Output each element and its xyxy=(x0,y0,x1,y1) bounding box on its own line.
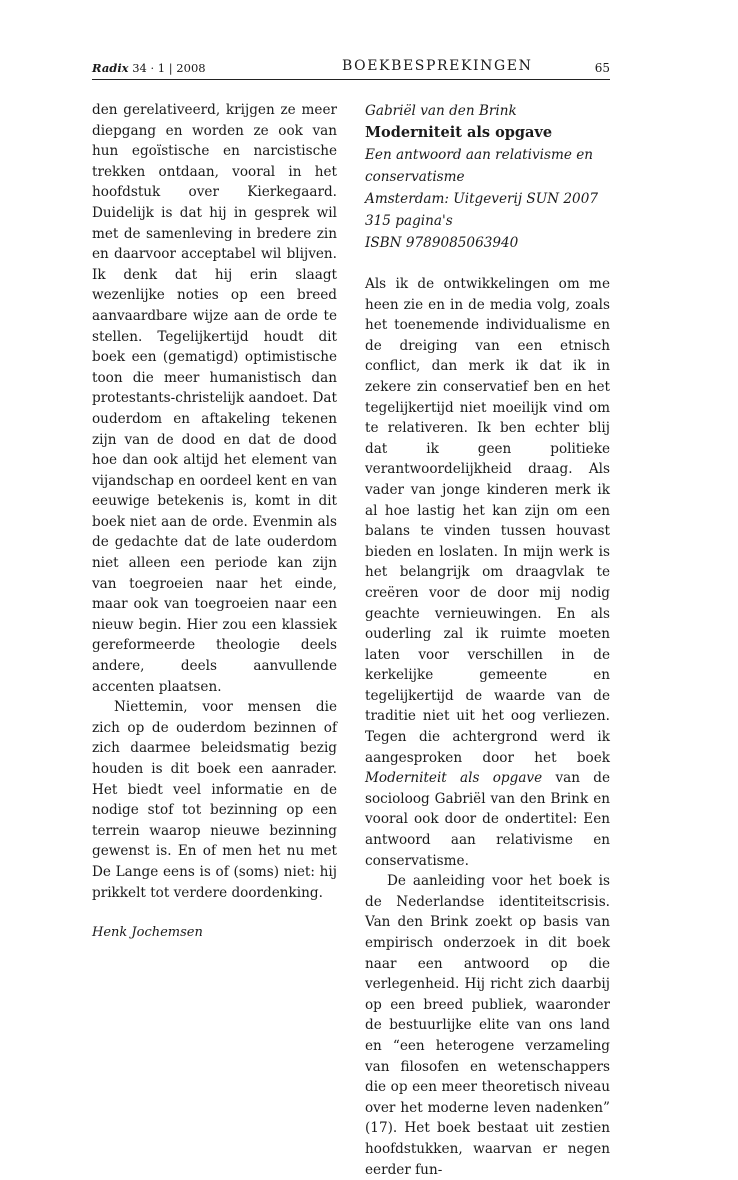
book-title: Moderniteit als opgave xyxy=(365,124,553,141)
journal-issue: 34 · 1 | 2008 xyxy=(132,61,206,75)
book-publisher: Amsterdam: Uitgeverij SUN 2007 xyxy=(365,191,598,207)
right-paragraph-1-text: Als ik de ontwikkelingen om me heen zie en in de media volg, zoals het toenemende individualisme en de dreiging van een etnisch conflict, dan merk ik dat ik in zekere zin conservatief ben en het tegelijkertijd niet moeilijk vind om te relativeren. Ik ben echter blij dat ik geen politieke verantwoordelijkheid draag. Als vader van jonge kinderen merk ik al hoe lastig het kan zijn om een balans te vinden tussen houvast bieden en loslaten. In mijn werk is het belangrijk om draagvlak te creëren voor de door mij nodig geachte vernieuwingen. En als ouderling zal ik ruimte moeten laten voor verschillen in de kerkelijke gemeente en tegelijkertijd de waarde van de traditie niet uit het oog verliezen. Tegen die achtergrond werd ik aangesproken door het boek xyxy=(365,276,610,766)
right-paragraph-2: De aanleiding voor het boek is de Nederlandse identiteitscrisis. Van den Brink zoekt op basis van empirisch onderzoek in dit boek naar een antwoord op die verlegenheid. Hij richt zich daarbij op een breed publiek, waaronder de bestuurlijke elite van ons land en “een heterogene verzameling van filosofen en wetenschappers die op een meer theoretisch niveau over het moderne leven nadenken” (17). Het boek bestaat uit zestien hoofdstukken, waarvan er negen eerder fun- xyxy=(365,873,610,1178)
left-column xyxy=(92,100,337,944)
right-paragraph-1 xyxy=(365,274,610,871)
book-author: Gabriël van den Brink xyxy=(365,103,517,119)
page-number: 65 xyxy=(594,61,610,75)
reviewer-signature: Henk Jochemsen xyxy=(92,925,203,941)
section-title: BOEKBESPREKINGEN xyxy=(342,58,533,74)
left-paragraph-1: den gerelativeerd, krijgen ze meer diepgang en worden ze ook van hun egoïstische en narcistische trekken ontdaan, vooral in het hoofdstuk over Kierkegaard. Duidelijk is dat hij in gesprek wil met de samenleving in bredere zin en daarvoor acceptabel wil blijven. Ik denk dat hij erin slaagt wezenlijke noties op een breed aanvaardbare wijze aan de orde te stellen. Tegelijkertijd houdt dit boek een (gematigd) optimistische toon die meer humanistisch dan protestants-christelijk aandoet. Dat ouderdom en aftakeling tekenen zijn van de dood en dat de dood hoe dan ook altijd het element van vijandschap en oordeel kent en van eeuwige betekenis is, komt in dit boek niet aan de orde. Evenmin als de gedachte dat de late ouderdom niet alleen een periode kan zijn van toegroeien naar het einde, maar ook van toegroeien naar een nieuw begin. Hier zou een klassiek gereformeerde theologie deels andere, deels aanvullende accenten plaatsen. xyxy=(92,102,337,695)
review-body xyxy=(365,274,610,1180)
running-head xyxy=(92,58,610,78)
book-bibliography xyxy=(365,100,610,254)
right-paragraph-1-end: van de socioloog Gabriël van den Brink en vooral ook door de ondertitel: Een antwoord aan relativisme en conservatisme. xyxy=(365,770,610,869)
journal-name: Radix xyxy=(92,61,129,75)
book-subtitle: Een antwoord aan relativisme en conservatisme xyxy=(365,147,594,185)
book-reference: Moderniteit als opgave xyxy=(365,770,543,787)
header-rule xyxy=(92,79,610,80)
right-column xyxy=(365,100,610,1180)
journal-citation xyxy=(92,61,206,75)
book-isbn: ISBN 9789085063940 xyxy=(365,235,519,251)
left-paragraph-2: Niettemin, voor mensen die zich op de ouderdom bezinnen of zich daarmee beleidsmatig bezig houden is dit boek een aanrader. Het biedt veel informatie en de nodige stof tot bezinning op een terrein waarop nieuwe bezinning gewenst is. En of men het nu met De Lange eens is of (soms) niet: hij prikkelt tot verdere doordenking. xyxy=(92,699,337,901)
book-pages: 315 pagina's xyxy=(365,213,453,229)
